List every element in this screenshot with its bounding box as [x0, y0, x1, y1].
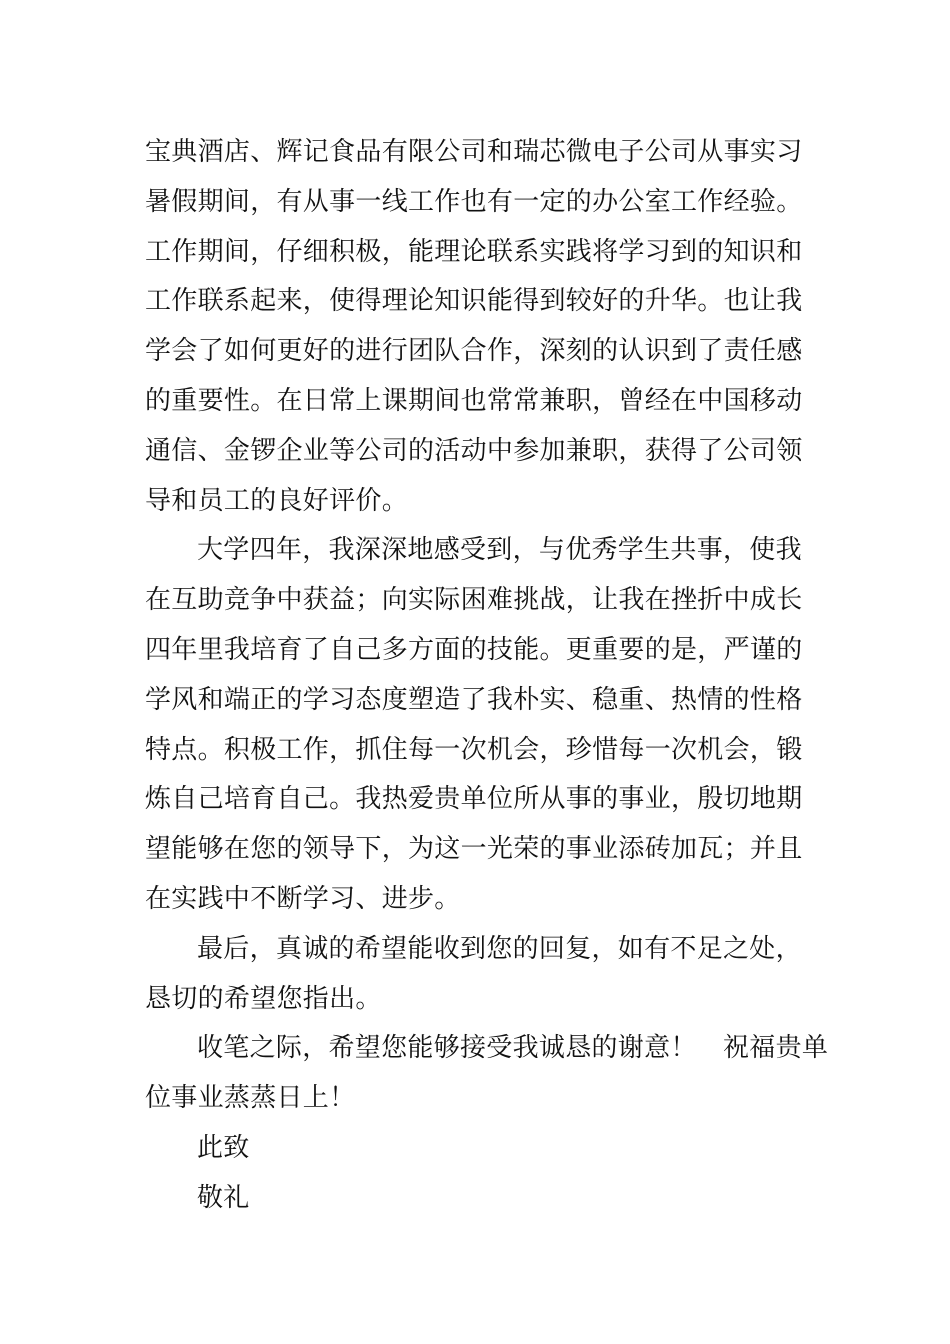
closing-line: 此致: [197, 1132, 250, 1163]
paragraph-start-line: 收笔之际，希望您能够接受我诚恳的谢意！ 祝福贵单: [197, 1033, 829, 1064]
text-line: 望能够在您的领导下，为这一光荣的事业添砖加瓦；并且: [145, 834, 803, 865]
text-line: 暑假期间，有从事一线工作也有一定的办公室工作经验。: [145, 186, 803, 217]
text-line: 恳切的希望您指出。: [145, 983, 382, 1014]
text-line: 学风和端正的学习态度塑造了我朴实、稳重、热情的性格: [145, 684, 803, 715]
letter-body: [145, 128, 829, 1224]
text-line: 在实践中不断学习、进步。: [145, 883, 461, 914]
paragraph-start-line: 最后，真诚的希望能收到您的回复，如有不足之处，: [197, 933, 802, 964]
text-line: 宝典酒店、辉记食品有限公司和瑞芯微电子公司从事实习: [145, 137, 803, 167]
text-line: 位事业蒸蒸日上！: [145, 1083, 356, 1114]
text-line: 炼自己培育自己。我热爱贵单位所从事的事业，殷切地期: [145, 784, 803, 815]
text-line: 四年里我培育了自己多方面的技能。更重要的是，严谨的: [145, 634, 803, 665]
text-line: 工作期间，仔细积极，能理论联系实践将学习到的知识和: [145, 236, 803, 267]
paragraph-start-line: 大学四年，我深深地感受到，与优秀学生共事，使我: [197, 535, 802, 566]
salutation-line: 敬礼: [197, 1182, 250, 1213]
text-line: 的重要性。在日常上课期间也常常兼职，曾经在中国移动: [145, 385, 803, 416]
text-line: 特点。积极工作，抓住每一次机会，珍惜每一次机会，锻: [145, 734, 803, 765]
text-line: 导和员工的良好评价。: [145, 485, 409, 516]
text-line: 学会了如何更好的进行团队合作，深刻的认识到了责任感: [145, 336, 803, 367]
text-line: 通信、金锣企业等公司的活动中参加兼职，获得了公司领: [145, 435, 803, 466]
text-line: 工作联系起来，使得理论知识能得到较好的升华。也让我: [145, 286, 803, 317]
text-line: 在互助竞争中获益；向实际困难挑战，让我在挫折中成长: [145, 585, 803, 616]
